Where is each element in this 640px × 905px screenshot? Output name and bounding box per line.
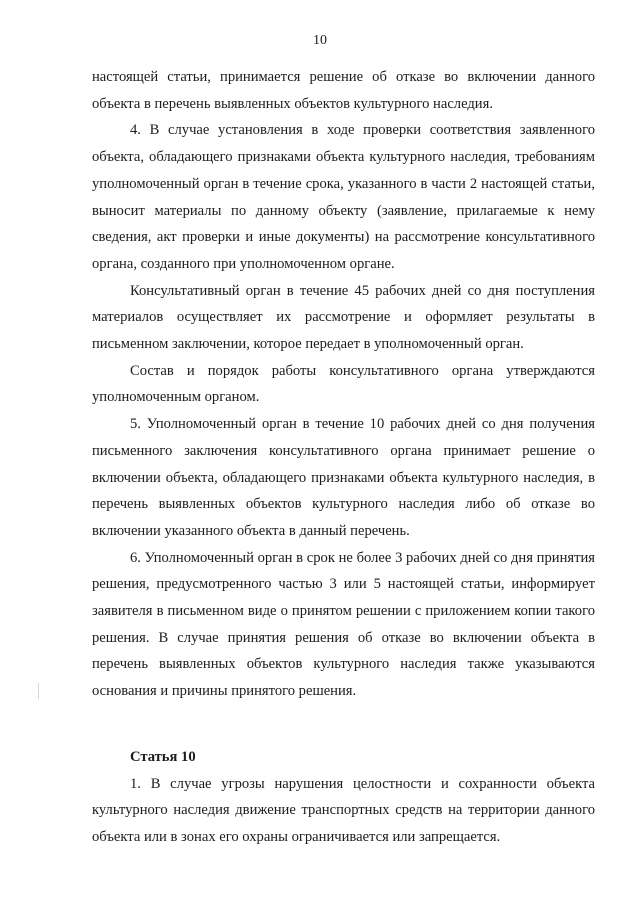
- paragraph-part-5: 5. Уполномоченный орган в течение 10 рабочих дней со дня получения письменного заключения консультативного органа принимает решение о включении объекта, обладающего признаками объекта культурного наследия, в перечень выявленных объектов культурного наследия либо об отказе во включении указанного объекта в данный перечень.: [92, 416, 595, 539]
- paragraph-continuation: настоящей статьи, принимается решение об отказе во включении данного объекта в перечень выявленных объектов культурного наследия.: [92, 69, 595, 112]
- paragraph-part-4: 4. В случае установления в ходе проверки соответствия заявленного объекта, обладающего признаками объекта культурного наследия, требованиям уполномоченный орган в течение срока, указанного в части 2 настоящей статьи, выносит материалы по данному объекту (заявление, прилагаемые к нему сведения, акт проверки и иные документы) на рассмотрение консультативного органа, созданного при уполномоченном органе.: [92, 122, 595, 272]
- page-number: 10: [313, 33, 327, 48]
- paragraph-consultative-body: Консультативный орган в течение 45 рабочих дней со дня поступления материалов осуществляет их рассмотрение и оформляет результаты в письменном заключении, которое передает в уполномоченный орган.: [92, 282, 595, 353]
- paragraph-composition: Состав и порядок работы консультативного органа утверждаются уполномоченным органом.: [92, 362, 595, 406]
- article-10-paragraph-1: 1. В случае угрозы нарушения целостности и сохранности объекта культурного наследия движение транспортных средств на территории данного объекта или в зонах его охраны ограничивается или запрещается.: [92, 775, 595, 845]
- scan-margin-mark: [38, 683, 39, 699]
- document-body: [92, 64, 595, 851]
- paragraph-part-6: 6. Уполномоченный орган в срок не более 3 рабочих дней со дня принятия решения, предусмотренного частью 3 или 5 настоящей статьи, информирует заявителя в письменном виде о принятом решении с приложением копии такого решения. В случае принятия решения об отказе во включении объекта в перечень выявленных объектов культурного наследия также указываются основания и причины принятого решения.: [92, 549, 595, 700]
- article-heading: Статья 10: [130, 748, 196, 765]
